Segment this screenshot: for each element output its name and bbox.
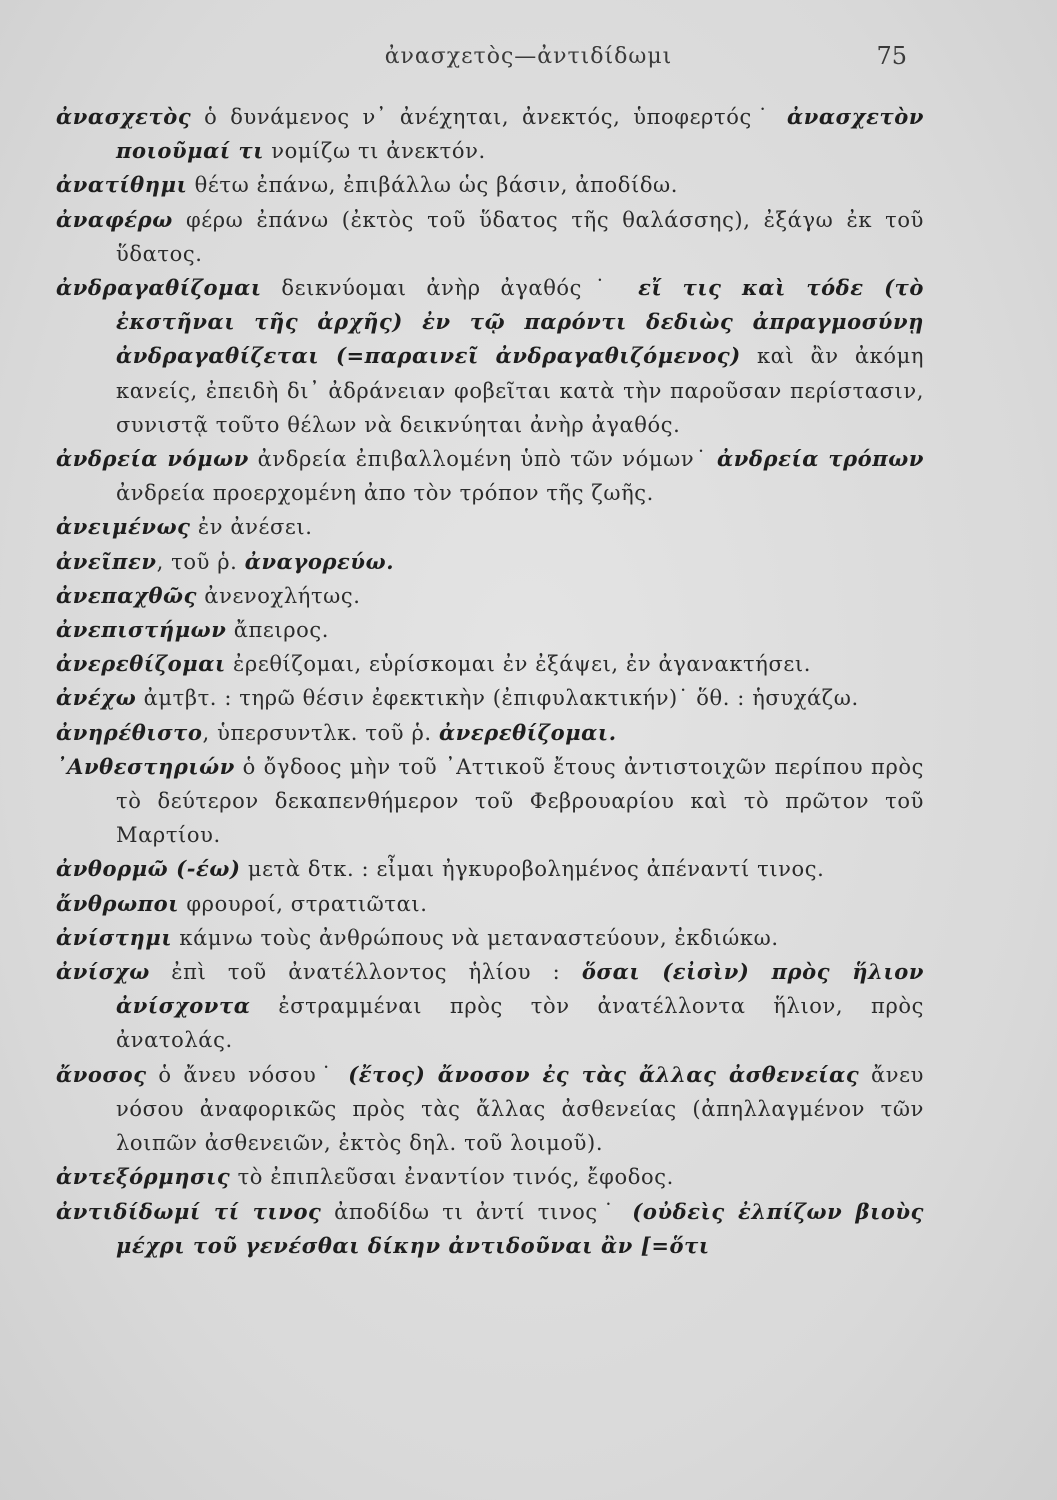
headword: ᾿Ανθεστηριών: [56, 753, 235, 779]
definition: θέτω ἐπάνω, ἐπιβάλλω ὡς βάσιν, ἀποδίδω.: [187, 173, 679, 198]
entry: [56, 921, 924, 955]
headword: ἀνίστημι: [56, 924, 173, 950]
definition: φέρω ἐπάνω (ἐκτὸς τοῦ ὕδατος τῆς θαλάσσης), ἐξάγω ἐκ τοῦ ὕδατος.: [116, 207, 924, 266]
quotation: ὅσαι (εἰσὶν) πρὸς ἥλιον ἀνίσχοντα: [116, 959, 924, 1019]
definition: ἀνενοχλήτως.: [197, 583, 361, 608]
entry: [56, 716, 924, 750]
entry: [56, 1160, 924, 1194]
definition: ὁ ἄνευ νόσου˙: [146, 1062, 349, 1087]
definition: ἄπειρος.: [226, 618, 330, 643]
quotation: ἀναγορεύω.: [244, 548, 395, 574]
headword: ἄνοσος: [56, 1061, 147, 1087]
definition: μετὰ δτκ. : εἶμαι ἠγκυροβολημένος ἀπέναντί τινος.: [240, 857, 825, 882]
running-head: [0, 40, 1057, 74]
definition: κάμνω τοὺς ἀνθρώπους νὰ μεταναστεύουν, ἐκδιώκω.: [172, 925, 779, 950]
headword: ἄνθρωποι: [56, 890, 180, 916]
entry: [56, 647, 924, 681]
definition: ἐν ἀνέσει.: [190, 515, 313, 540]
quotation: ἀνασχετὸν ποιοῦμαί τι: [116, 104, 924, 164]
dictionary-entries: [56, 100, 924, 1263]
definition: ἐπὶ τοῦ ἀνατέλλοντος ἡλίου :: [149, 960, 582, 985]
definition: ἀνδρεία προερχομένη ἀπο τὸν τρόπον τῆς ζωῆς.: [116, 481, 654, 506]
definition: καὶ ἂν ἀκόμη κανείς, ἐπειδὴ δι᾿ ἀδράνειαν φοβεῖται κατὰ τὴν παροῦσαν περίστασιν, συνιστᾷ τοῦτο θέλων νὰ δεικνύηται ἀνὴρ ἀγαθός.: [116, 344, 925, 437]
entry: [56, 203, 924, 271]
entry: [56, 1058, 924, 1161]
headword: ἀνηρέθιστο: [56, 719, 203, 745]
definition: , τοῦ ῥ.: [156, 549, 245, 574]
entry: [56, 1195, 924, 1263]
entry: [56, 681, 924, 715]
entry: [56, 510, 924, 544]
headword: ἀνδραγαθίζομαι: [56, 275, 262, 301]
definition: ἐστραμμέναι πρὸς τὸν ἀνατέλλοντα ἥλιον, πρὸς ἀνατολάς.: [116, 994, 924, 1053]
headword: ἀνατίθημι: [56, 172, 188, 198]
definition: φρουροί, στρατιῶται.: [179, 891, 428, 916]
headword: ἀναφέρω: [56, 206, 173, 232]
quotation: ἀνδρεία τρόπων: [717, 446, 925, 472]
definition: ὁ δυνάμενος ν᾿ ἀνέχηται, ἀνεκτός, ὑποφερτός˙: [191, 105, 787, 129]
definition: , ὑπερσυντλκ. τοῦ ῥ.: [202, 720, 439, 745]
quotation: (ἔτος) ἄνοσον ἐς τὰς ἄλλας ἀσθενείας: [348, 1061, 860, 1087]
headword: ἀνασχετὸς: [56, 104, 192, 129]
headword: ἀνέχω: [56, 685, 137, 711]
headword: ἀντεξόρμησις: [56, 1164, 231, 1190]
definition: νομίζω τι ἀνεκτόν.: [264, 139, 486, 164]
headword: ἀνειμένως: [56, 514, 191, 540]
entry: [56, 955, 924, 1058]
running-title: ἀνασχετὸς—ἀντιδίδωμι: [384, 44, 673, 69]
entry: [56, 100, 924, 168]
definition: τὸ ἐπιπλεῦσαι ἐναντίον τινός, ἔφοδος.: [230, 1165, 674, 1190]
entry: [56, 613, 924, 647]
entry: [56, 852, 924, 886]
headword: ἀνδρεία νόμων: [56, 446, 249, 472]
entry: [56, 168, 924, 202]
headword: ἀνίσχω: [56, 959, 150, 985]
headword: ἀνερεθίζομαι: [56, 651, 226, 677]
page-number: 75: [876, 42, 907, 70]
headword: ἀνεῖπεν: [56, 548, 157, 574]
entry: [56, 545, 924, 579]
entry: [56, 579, 924, 613]
quotation: (οὐδεὶς ἐλπίζων βιοὺς μέχρι τοῦ γενέσθαι δίκην ἀντιδοῦναι ἂν [=ὅτι: [116, 1198, 924, 1258]
definition: ἀμτβτ. : τηρῶ θέσιν ἐφεκτικὴν (ἐπιφυλακτικήν)˙ ὅθ. : ἡσυχάζω.: [136, 686, 859, 711]
headword: ἀνεπιστήμων: [56, 617, 227, 643]
entry: [56, 750, 924, 853]
definition: ἄνευ νόσου ἀναφορικῶς πρὸς τὰς ἄλλας ἀσθενείας (ἀπηλλαγμένον τῶν λοιπῶν ἀσθενειῶν, ἐκτὸς δηλ. τοῦ λοιμοῦ).: [116, 1062, 924, 1156]
quotation: ἀνερεθίζομαι.: [438, 719, 617, 745]
definition: δεικνύομαι ἀνὴρ ἀγαθός˙: [261, 276, 639, 301]
headword: ἀνεπαχθῶς: [56, 582, 198, 608]
definition: ἀνδρεία ἐπιβαλλομένη ὑπὸ τῶν νόμων˙: [248, 447, 717, 472]
definition: ἀποδίδω τι ἀντί τινος˙: [321, 1199, 633, 1224]
headword: ἀντιδίδωμί τί τινος: [56, 1198, 322, 1224]
entry: [56, 442, 924, 510]
headword: ἀνθορμῶ (-έω): [56, 856, 241, 882]
definition: ὁ ὄγδοος μὴν τοῦ ᾿Αττικοῦ ἔτους ἀντιστοιχῶν περίπου πρὸς τὸ δεύτερον δεκαπενθήμερον τοῦ Φεβρουαρίου καὶ τὸ πρῶτον τοῦ Μαρτίου.: [116, 754, 924, 848]
quotation: εἴ τις καὶ τόδε (τὸ ἐκστῆναι τῆς ἀρχῆς) ἐν τῷ παρόντι δεδιὼς ἀπραγμοσύνῃ ἀνδραγαθίζεται (=παραινεῖ ἀνδραγαθιζόμενος): [116, 275, 924, 369]
entry: [56, 887, 924, 921]
definition: ἐρεθίζομαι, εὑρίσκομαι ἐν ἐξάψει, ἐν ἀγανακτήσει.: [225, 652, 811, 677]
entry: [56, 271, 924, 442]
